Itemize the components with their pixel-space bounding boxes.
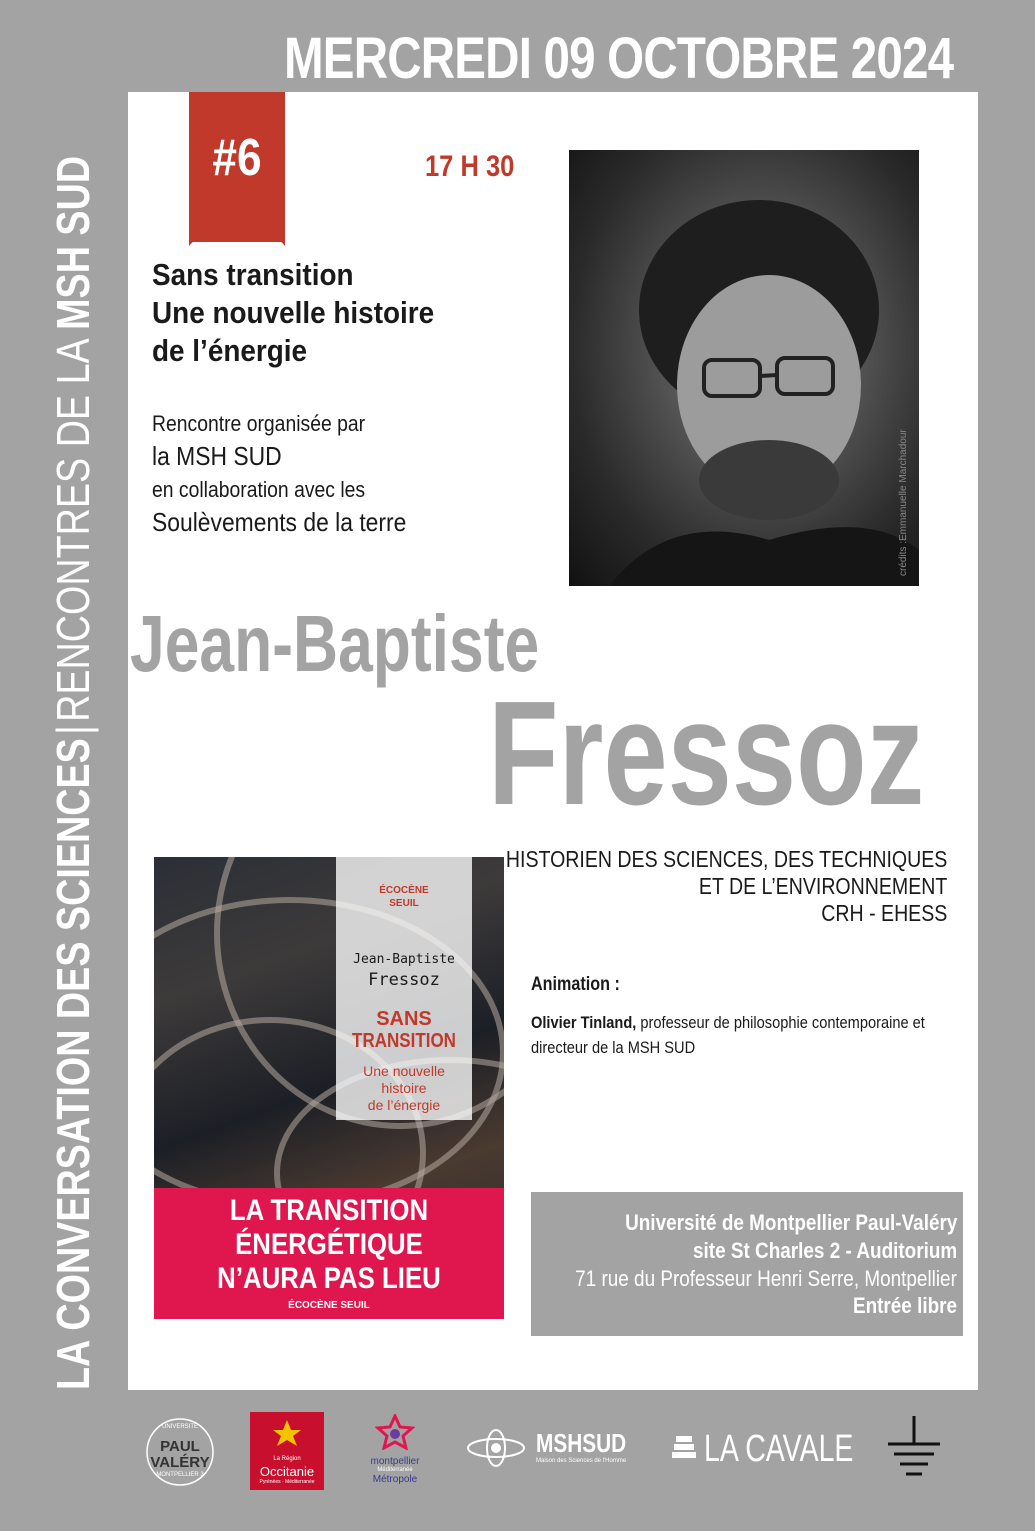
occitanie-cross-icon (267, 1418, 307, 1448)
series-separator: | (47, 725, 99, 735)
talk-title (152, 256, 434, 370)
event-date: MERCREDI 09 OCTOBRE 2024 (284, 26, 954, 91)
venue-entry: Entrée libre (852, 1293, 957, 1318)
speaker-portrait-illustration (569, 150, 919, 586)
photo-credit: crédits :Emmanuelle Marchadour (898, 429, 909, 576)
book-subtitle-line: Une nouvelle (363, 1063, 445, 1079)
la-cavale-logo: LA CAVALE (670, 1426, 850, 1474)
book-title-line: SANS (376, 1008, 432, 1030)
partner-logos (0, 1400, 1035, 1531)
speaker-first-name: Jean-Baptiste (130, 599, 540, 688)
book-publisher-top: SEUIL (389, 898, 419, 909)
moderator-name: Olivier Tinland, (531, 1013, 637, 1032)
event-time: 17 H 30 (425, 150, 515, 183)
talk-title-line: Sans transition (152, 257, 354, 292)
series-title-part3: MSH SUD (47, 155, 99, 330)
animation-text (531, 1010, 952, 1060)
earth-ground-icon (884, 1414, 944, 1484)
montpellier-metropole-logo: montpellier Méditerranée Métropole (352, 1414, 438, 1488)
speaker-photo (569, 150, 919, 586)
book-banner-line: N’AURA PAS LIEU (217, 1262, 441, 1295)
book-stack-icon (670, 1428, 698, 1468)
speaker-role-line: HISTORIEN DES SCIENCES, DES TECHNIQUES (505, 846, 947, 872)
venue-address: 71 rue du Professeur Henri Serre, Montpellier (575, 1266, 957, 1291)
book-publisher-top: ÉCOCÈNE (379, 885, 429, 896)
book-author-first: Jean-Baptiste (353, 952, 455, 967)
book-title-line: TRANSITION (352, 1030, 456, 1052)
series-title-vertical (38, 90, 108, 1390)
book-publisher-bottom: ÉCOCÈNE SEUIL (288, 1300, 370, 1311)
badge-notch-shape (189, 232, 285, 246)
talk-title-line: de l’énergie (152, 333, 308, 368)
soulevements-logo (884, 1414, 944, 1484)
mshsud-logo: MSHSUD Maison des Sciences de l'Homme (466, 1426, 626, 1474)
occitanie-logo: La Région Occitanie Pyrénées · Méditerranée (250, 1412, 324, 1490)
event-number: #6 (212, 129, 262, 187)
book-author-last: Fressoz (368, 970, 440, 990)
venue-box (531, 1192, 963, 1336)
venue-room: site St Charles 2 - Auditorium (692, 1238, 957, 1263)
speaker-last-name: Fressoz (488, 671, 925, 836)
mshsud-atom-icon (466, 1428, 526, 1468)
moderator-description: professeur de philosophie contemporaine et directeur de la MSH SUD (531, 1013, 925, 1057)
animation-heading: Animation : (531, 974, 620, 995)
montpellier-star-icon (375, 1414, 415, 1450)
organizer-line: Rencontre organisée par (152, 411, 366, 436)
organizer-line: en collaboration avec les (152, 477, 366, 502)
speaker-role (428, 846, 947, 927)
organizer-info (152, 407, 406, 539)
organizer-line: Soulèvements de la terre (152, 507, 407, 537)
paul-valery-logo: UNIVERSITÉ PAUL VALÉRY MONTPELLIER 3 (130, 1416, 230, 1488)
book-subtitle-line: histoire (381, 1080, 427, 1096)
organizer-line: la MSH SUD (152, 441, 282, 471)
book-banner-line: LA TRANSITION (229, 1194, 429, 1227)
speaker-role-line: ET DE L’ENVIRONNEMENT (698, 873, 947, 899)
speaker-role-line: CRH - EHESS (820, 900, 947, 926)
book-banner-line: ÉNERGÉTIQUE (235, 1228, 423, 1261)
book-subtitle-line: de l’énergie (367, 1097, 441, 1113)
series-title-part2: RENCONTRES DE LA (47, 329, 99, 722)
talk-title-line: Une nouvelle histoire (152, 295, 435, 330)
venue-name: Université de Montpellier Paul-Valéry (624, 1210, 957, 1235)
series-title-part1: LA CONVERSATION DES SCIENCES (47, 738, 99, 1390)
animation-section (531, 974, 1021, 1060)
